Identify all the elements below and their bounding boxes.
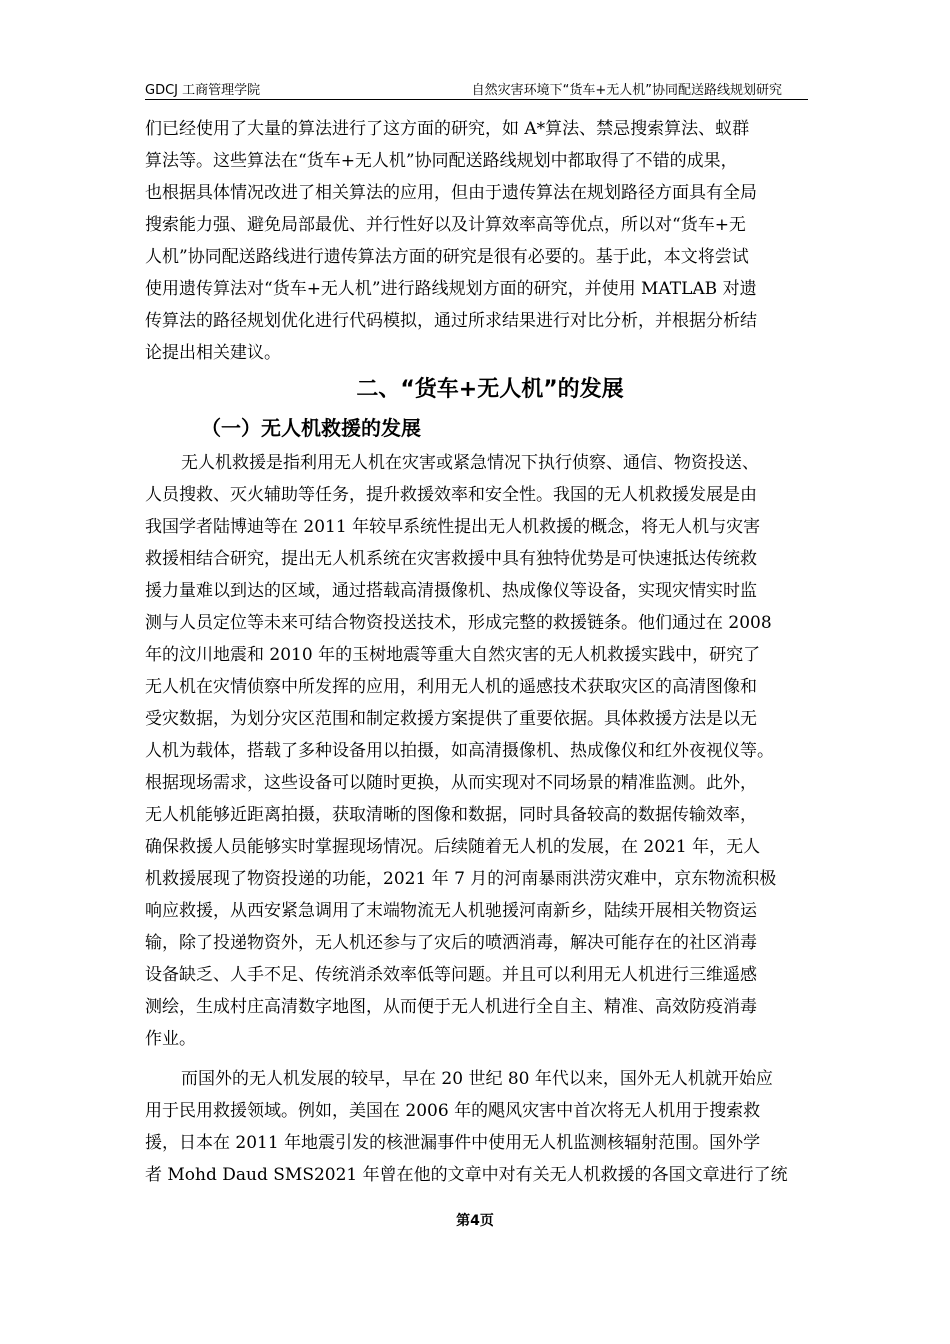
text-line: 们已经使用了大量的算法进行了这方面的研究，如 A*算法、禁忌搜索算法、蚁群 [145,119,750,139]
text-line: 人机为载体，搭载了多种设备用以拍摄，如高清摄像机、热成像仪和红外夜视仪等。 [145,741,774,761]
text-line: 机救援展现了物资投递的功能，2021 年 7 月的河南暴雨洪涝灾难中，京东物流积极 [145,869,777,889]
page-number: 第4页 [456,1213,494,1229]
text-line: 年的汶川地震和 2010 年的玉树地震等重大自然灾害的无人机救援实践中，研究了 [145,645,761,665]
text-line: 人机”协同配送路线进行遗传算法方面的研究是很有必要的。基于此，本文将尝试 [145,247,749,267]
body-text [145,113,835,1191]
text-line: 援力量难以到达的区域，通过搭载高清摄像机、热成像仪等设备，实现灾情实时监 [145,581,757,601]
section-heading: 二、“货车+无人机”的发展 [356,377,624,402]
paragraph-1 [145,113,835,369]
page-header [145,76,808,100]
paragraph-spacing [145,1055,835,1063]
subsection-heading: （一）无人机救援的发展 [201,416,421,440]
text-line: 设备缺乏、人手不足、传统消杀效率低等问题。并且可以利用无人机进行三维遥感 [145,965,757,985]
text-line: 无人机救援是指利用无人机在灾害或紧急情况下执行侦察、通信、物资投送、 [181,453,759,473]
text-line: 用于民用救援领域。例如，美国在 2006 年的飓风灾害中首次将无人机用于搜索救 [145,1101,761,1121]
header-institution: GDCJ 工商管理学院 [145,83,261,98]
header-title: 自然灾害环境下“货车+无人机”协同配送路线规划研究 [471,83,782,98]
text-line: 而国外的无人机发展的较早，早在 20 世纪 80 年代以来，国外无人机就开始应 [181,1069,773,1089]
text-line: 作业。 [145,1029,196,1049]
text-line: 我国学者陆博迪等在 2011 年较早系统性提出无人机救援的概念，将无人机与灾害 [145,517,761,537]
text-line: 无人机在灾情侦察中所发挥的应用，利用无人机的遥感技术获取灾区的高清图像和 [145,677,757,697]
text-line: 测与人员定位等未来可结合物资投送技术，形成完整的救援链条。他们通过在 2008 [145,613,772,633]
text-line: 测绘，生成村庄高清数字地图，从而便于无人机进行全自主、精准、高效防疫消毒 [145,997,757,1017]
text-line: 使用遗传算法对“货车+无人机”进行路线规划方面的研究，并使用 MATLAB 对遗 [145,279,757,299]
text-line: 传算法的路径规划优化进行代码模拟，通过所求结果进行对比分析，并根据分析结 [145,311,757,331]
text-line: 者 Mohd Daud SMS2021 年曾在他的文章中对有关无人机救援的各国文章进行了统 [145,1165,788,1185]
text-line: 根据现场需求，这些设备可以随时更换，从而实现对不同场景的精准监测。此外， [145,773,757,793]
text-line: 搜索能力强、避免局部最优、并行性好以及计算效率高等优点，所以对“货车+无 [145,215,746,235]
text-line: 确保救援人员能够实时掌握现场情况。后续随着无人机的发展，在 2021 年，无人 [145,837,761,857]
paragraph-2 [145,447,835,1055]
text-line: 论提出相关建议。 [145,343,281,363]
text-line: 算法等。这些算法在“货车+无人机”协同配送路线规划中都取得了不错的成果， [145,151,738,171]
paragraph-3 [145,1063,835,1191]
text-line: 输，除了投递物资外，无人机还参与了灾后的喷洒消毒，解决可能存在的社区消毒 [145,933,757,953]
header-divider [145,99,808,100]
text-line: 援，日本在 2011 年地震引发的核泄漏事件中使用无人机监测核辐射范围。国外学 [145,1133,761,1153]
text-line: 无人机能够近距离拍摄，获取清晰的图像和数据，同时具备较高的数据传输效率， [145,805,757,825]
text-line: 救援相结合研究，提出无人机系统在灾害救援中具有独特优势是可快速抵达传统救 [145,549,757,569]
text-line: 响应救援，从西安紧急调用了末端物流无人机驰援河南新乡，陆续开展相关物资运 [145,901,757,921]
text-line: 受灾数据，为划分灾区范围和制定救援方案提供了重要依据。具体救援方法是以无 [145,709,757,729]
text-line: 人员搜救、灭火辅助等任务，提升救援效率和安全性。我国的无人机救援发展是由 [145,485,757,505]
text-line: 也根据具体情况改进了相关算法的应用，但由于遗传算法在规划路径方面具有全局 [145,183,757,203]
